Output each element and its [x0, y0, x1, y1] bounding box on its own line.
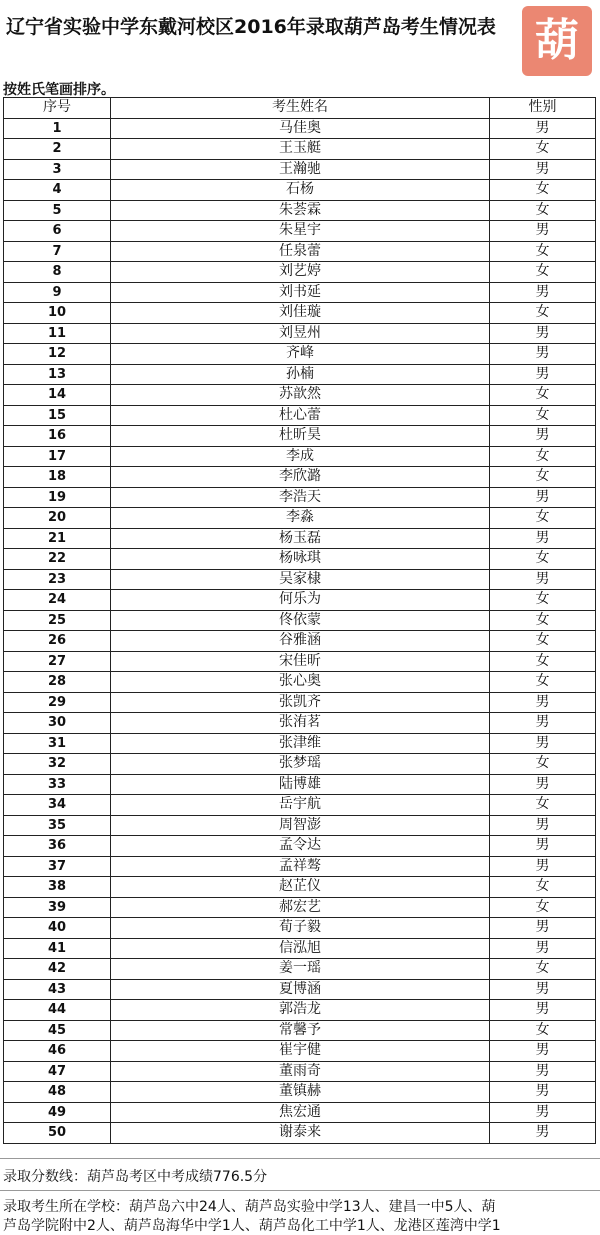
gender-cell: 女	[490, 651, 596, 672]
seq-cell: 28	[4, 672, 111, 693]
gender-cell: 女	[490, 610, 596, 631]
gender-cell: 男	[490, 159, 596, 180]
table-row	[4, 241, 596, 262]
table-row	[4, 405, 596, 426]
seq-cell: 14	[4, 385, 111, 406]
name-cell: 宋佳昕	[111, 651, 490, 672]
name-cell: 董雨奇	[111, 1061, 490, 1082]
table-row	[4, 651, 596, 672]
schools-line-1: 录取考生所在学校：葫芦岛六中24人、葫芦岛实验中学13人、建昌一中5人、葫	[3, 1199, 496, 1215]
gender-cell: 男	[490, 1000, 596, 1021]
name-cell: 刘佳璇	[111, 303, 490, 324]
seq-cell: 30	[4, 713, 111, 734]
table-row	[4, 1102, 596, 1123]
name-cell: 杜昕昊	[111, 426, 490, 447]
name-cell: 李成	[111, 446, 490, 467]
table-row	[4, 323, 596, 344]
table-row	[4, 262, 596, 283]
name-cell: 张津维	[111, 733, 490, 754]
name-cell: 孟祥骜	[111, 856, 490, 877]
sort-note: 按姓氏笔画排序。	[3, 82, 115, 98]
table-row	[4, 959, 596, 980]
name-cell: 王玉艇	[111, 139, 490, 160]
seq-cell: 32	[4, 754, 111, 775]
gender-cell: 女	[490, 959, 596, 980]
gender-cell: 女	[490, 385, 596, 406]
gender-cell: 男	[490, 487, 596, 508]
seq-cell: 3	[4, 159, 111, 180]
table-row	[4, 385, 596, 406]
admission-table	[3, 97, 596, 1144]
name-cell: 任泉蕾	[111, 241, 490, 262]
gender-cell: 女	[490, 139, 596, 160]
table-row	[4, 877, 596, 898]
seq-cell: 38	[4, 877, 111, 898]
name-cell: 朱荟霖	[111, 200, 490, 221]
name-cell: 张洧茗	[111, 713, 490, 734]
table-row	[4, 692, 596, 713]
table-row	[4, 979, 596, 1000]
seq-cell: 20	[4, 508, 111, 529]
table-row	[4, 1041, 596, 1062]
table-row	[4, 528, 596, 549]
seq-cell: 44	[4, 1000, 111, 1021]
table-row	[4, 815, 596, 836]
name-cell: 夏博涵	[111, 979, 490, 1000]
gender-cell: 男	[490, 1082, 596, 1103]
name-cell: 王瀚驰	[111, 159, 490, 180]
seq-cell: 47	[4, 1061, 111, 1082]
name-cell: 李欣潞	[111, 467, 490, 488]
seq-cell: 25	[4, 610, 111, 631]
seq-cell: 6	[4, 221, 111, 242]
table-row	[4, 713, 596, 734]
seq-cell: 40	[4, 918, 111, 939]
name-cell: 李浩天	[111, 487, 490, 508]
seq-cell: 39	[4, 897, 111, 918]
name-cell: 岳宇航	[111, 795, 490, 816]
seq-cell: 23	[4, 569, 111, 590]
gender-cell: 女	[490, 897, 596, 918]
table-row	[4, 221, 596, 242]
table-row	[4, 159, 596, 180]
table-row	[4, 774, 596, 795]
gender-cell: 女	[490, 303, 596, 324]
name-cell: 刘书延	[111, 282, 490, 303]
table-row	[4, 672, 596, 693]
name-cell: 郭浩龙	[111, 1000, 490, 1021]
table-row	[4, 1123, 596, 1144]
seq-cell: 9	[4, 282, 111, 303]
gender-cell: 男	[490, 918, 596, 939]
table-row	[4, 897, 596, 918]
gender-cell: 男	[490, 979, 596, 1000]
seq-cell: 46	[4, 1041, 111, 1062]
gender-cell: 女	[490, 754, 596, 775]
table-row	[4, 1061, 596, 1082]
name-cell: 孟令达	[111, 836, 490, 857]
gender-cell: 女	[490, 549, 596, 570]
gender-cell: 女	[490, 795, 596, 816]
gender-cell: 男	[490, 323, 596, 344]
seq-cell: 33	[4, 774, 111, 795]
gender-cell: 女	[490, 508, 596, 529]
name-cell: 张心奥	[111, 672, 490, 693]
seq-cell: 19	[4, 487, 111, 508]
seq-cell: 15	[4, 405, 111, 426]
seq-cell: 7	[4, 241, 111, 262]
name-cell: 周智澎	[111, 815, 490, 836]
name-cell: 刘昱州	[111, 323, 490, 344]
header-name: 考生姓名	[111, 98, 490, 119]
gender-cell: 男	[490, 774, 596, 795]
seq-cell: 36	[4, 836, 111, 857]
seq-cell: 21	[4, 528, 111, 549]
seq-cell: 29	[4, 692, 111, 713]
table-row	[4, 795, 596, 816]
table-row	[4, 344, 596, 365]
gender-cell: 男	[490, 282, 596, 303]
divider	[0, 1158, 600, 1159]
seq-cell: 1	[4, 118, 111, 139]
seq-cell: 45	[4, 1020, 111, 1041]
seq-cell: 34	[4, 795, 111, 816]
gender-cell: 男	[490, 815, 596, 836]
gender-cell: 男	[490, 938, 596, 959]
name-cell: 信泓旭	[111, 938, 490, 959]
name-cell: 李淼	[111, 508, 490, 529]
seq-cell: 12	[4, 344, 111, 365]
gender-cell: 男	[490, 528, 596, 549]
name-cell: 吴家棣	[111, 569, 490, 590]
table-row	[4, 918, 596, 939]
gender-cell: 女	[490, 467, 596, 488]
gender-cell: 女	[490, 672, 596, 693]
table-row	[4, 1000, 596, 1021]
name-cell: 刘艺婷	[111, 262, 490, 283]
gender-cell: 男	[490, 221, 596, 242]
table-row	[4, 180, 596, 201]
name-cell: 谢泰来	[111, 1123, 490, 1144]
name-cell: 焦宏通	[111, 1102, 490, 1123]
gender-cell: 男	[490, 364, 596, 385]
table-row	[4, 1020, 596, 1041]
schools-line-2: 芦岛学院附中2人、葫芦岛海华中学1人、葫芦岛化工中学1人、龙港区莲湾中学1	[3, 1218, 501, 1234]
seq-cell: 31	[4, 733, 111, 754]
table-row	[4, 938, 596, 959]
name-cell: 杨玉磊	[111, 528, 490, 549]
seq-cell: 43	[4, 979, 111, 1000]
table-row	[4, 118, 596, 139]
header-seq: 序号	[4, 98, 111, 119]
name-cell: 董镇赫	[111, 1082, 490, 1103]
seq-cell: 5	[4, 200, 111, 221]
name-cell: 苏歆然	[111, 385, 490, 406]
seq-cell: 10	[4, 303, 111, 324]
table-row	[4, 856, 596, 877]
gender-cell: 男	[490, 692, 596, 713]
name-cell: 常馨予	[111, 1020, 490, 1041]
table-row	[4, 467, 596, 488]
seq-cell: 49	[4, 1102, 111, 1123]
gender-cell: 男	[490, 569, 596, 590]
name-cell: 佟依蒙	[111, 610, 490, 631]
watermark-logo: 葫	[522, 6, 592, 76]
name-cell: 崔宇健	[111, 1041, 490, 1062]
seq-cell: 48	[4, 1082, 111, 1103]
seq-cell: 8	[4, 262, 111, 283]
seq-cell: 22	[4, 549, 111, 570]
gender-cell: 男	[490, 344, 596, 365]
gender-cell: 女	[490, 262, 596, 283]
name-cell: 荀子毅	[111, 918, 490, 939]
gender-cell: 女	[490, 180, 596, 201]
name-cell: 杨咏琪	[111, 549, 490, 570]
name-cell: 姜一瑶	[111, 959, 490, 980]
table-row	[4, 426, 596, 447]
table-row	[4, 487, 596, 508]
gender-cell: 男	[490, 1061, 596, 1082]
gender-cell: 女	[490, 405, 596, 426]
gender-cell: 男	[490, 733, 596, 754]
name-cell: 何乐为	[111, 590, 490, 611]
name-cell: 石杨	[111, 180, 490, 201]
seq-cell: 26	[4, 631, 111, 652]
table-row	[4, 303, 596, 324]
name-cell: 齐峰	[111, 344, 490, 365]
table-row	[4, 139, 596, 160]
gender-cell: 女	[490, 446, 596, 467]
name-cell: 郝宏艺	[111, 897, 490, 918]
page-title: 辽宁省实验中学东戴河校区2016年录取葫芦岛考生情况表	[6, 16, 496, 38]
table-row	[4, 631, 596, 652]
gender-cell: 男	[490, 1041, 596, 1062]
table-row	[4, 569, 596, 590]
gender-cell: 女	[490, 877, 596, 898]
table-row	[4, 200, 596, 221]
gender-cell: 女	[490, 200, 596, 221]
table-row	[4, 836, 596, 857]
gender-cell: 女	[490, 590, 596, 611]
gender-cell: 男	[490, 856, 596, 877]
table-row	[4, 733, 596, 754]
seq-cell: 37	[4, 856, 111, 877]
gender-cell: 男	[490, 713, 596, 734]
divider	[0, 1190, 600, 1191]
name-cell: 谷雅涵	[111, 631, 490, 652]
score-line: 录取分数线：葫芦岛考区中考成绩776.5分	[3, 1169, 268, 1185]
gender-cell: 女	[490, 241, 596, 262]
seq-cell: 17	[4, 446, 111, 467]
seq-cell: 11	[4, 323, 111, 344]
table-row	[4, 364, 596, 385]
table-row	[4, 590, 596, 611]
table-row	[4, 610, 596, 631]
name-cell: 杜心蕾	[111, 405, 490, 426]
table-row	[4, 446, 596, 467]
name-cell: 赵芷仪	[111, 877, 490, 898]
gender-cell: 男	[490, 1123, 596, 1144]
seq-cell: 2	[4, 139, 111, 160]
name-cell: 陆博雄	[111, 774, 490, 795]
gender-cell: 女	[490, 631, 596, 652]
table-row	[4, 508, 596, 529]
header-gender: 性别	[490, 98, 596, 119]
table-row	[4, 282, 596, 303]
name-cell: 张梦瑶	[111, 754, 490, 775]
seq-cell: 35	[4, 815, 111, 836]
seq-cell: 27	[4, 651, 111, 672]
gender-cell: 男	[490, 118, 596, 139]
gender-cell: 男	[490, 836, 596, 857]
gender-cell: 男	[490, 1102, 596, 1123]
table-body	[4, 118, 596, 1143]
seq-cell: 24	[4, 590, 111, 611]
name-cell: 马佳奥	[111, 118, 490, 139]
table-row	[4, 549, 596, 570]
gender-cell: 女	[490, 1020, 596, 1041]
seq-cell: 4	[4, 180, 111, 201]
seq-cell: 13	[4, 364, 111, 385]
seq-cell: 41	[4, 938, 111, 959]
name-cell: 朱星宇	[111, 221, 490, 242]
table-header-row	[4, 98, 596, 119]
seq-cell: 50	[4, 1123, 111, 1144]
table-row	[4, 1082, 596, 1103]
seq-cell: 42	[4, 959, 111, 980]
seq-cell: 18	[4, 467, 111, 488]
name-cell: 孙楠	[111, 364, 490, 385]
name-cell: 张凯齐	[111, 692, 490, 713]
table-row	[4, 754, 596, 775]
gender-cell: 男	[490, 426, 596, 447]
seq-cell: 16	[4, 426, 111, 447]
